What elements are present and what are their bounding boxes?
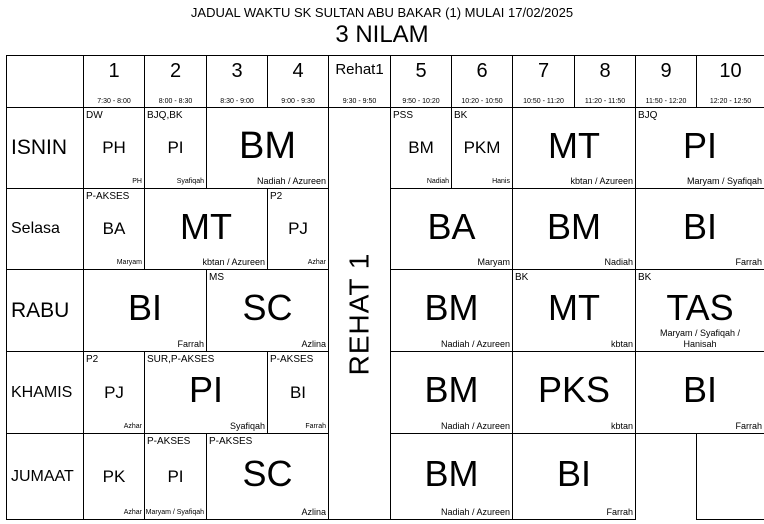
period-time: 9:00 - 9:30	[281, 98, 315, 105]
teacher-name: Azhar	[307, 258, 326, 266]
lesson-code: BK	[638, 272, 652, 283]
subject-name: BM	[408, 138, 434, 157]
subject-name: PH	[102, 138, 126, 157]
lesson-cell	[83, 188, 145, 270]
class-name: 3 NILAM	[335, 21, 429, 48]
break-period-label: Rehat1	[335, 61, 384, 78]
day-name: KHAMIS	[11, 383, 73, 401]
period-number: 9	[660, 60, 672, 82]
lesson-code: P-AKSES	[209, 436, 253, 447]
lesson-cell	[144, 433, 207, 520]
subject-name: TAS	[666, 287, 734, 328]
period-time: 10:20 - 10:50	[461, 98, 503, 105]
break-column	[328, 107, 391, 520]
period-number: 8	[599, 60, 611, 82]
lesson-code: BK	[454, 110, 468, 121]
subject-name: PKS	[537, 369, 611, 410]
period-time: 8:00 - 8:30	[158, 98, 193, 105]
teacher-name: kbtan	[610, 338, 633, 349]
day-name: ISNIN	[11, 136, 68, 159]
lesson-cell	[206, 107, 329, 189]
break-label: REHAT 1	[343, 252, 375, 375]
lesson-code: SUR,P-AKSES	[147, 354, 215, 365]
period-number: 6	[476, 60, 488, 82]
teacher-name: Syafiqah	[229, 420, 265, 431]
subject-name: BI	[127, 287, 162, 328]
lesson-cell	[512, 188, 636, 270]
period-time: 11:50 - 12:20	[645, 98, 687, 105]
teacher-name: Maryam / Syafiqah	[145, 508, 204, 516]
subject-name: PKM	[463, 138, 501, 157]
subject-name: PI	[167, 138, 184, 157]
subject-name: BI	[289, 383, 307, 402]
lesson-code: P-AKSES	[86, 191, 130, 202]
break-label-wrap	[329, 108, 390, 519]
day-cell-isnin	[6, 107, 84, 189]
teacher-name: Farrah	[606, 506, 633, 517]
corner-cell	[6, 55, 84, 108]
lesson-cell	[390, 433, 513, 520]
teacher-name: Nadiah	[426, 177, 449, 185]
subject-name: BM	[424, 369, 479, 410]
lesson-code: P-AKSES	[270, 354, 314, 365]
lesson-cell	[390, 188, 513, 270]
period-time: 10:50 - 11:20	[523, 98, 564, 105]
lesson-cell	[206, 269, 329, 352]
period-header-6	[390, 55, 452, 108]
lesson-code: BK	[515, 272, 529, 283]
lesson-cell	[696, 433, 764, 520]
lesson-cell	[267, 188, 329, 270]
teacher-name: Farrah	[735, 420, 762, 431]
lesson-cell	[512, 351, 636, 434]
lesson-code: P-AKSES	[147, 436, 191, 447]
period-number: 7	[537, 60, 550, 82]
teacher-name: kbtan / Azureen	[570, 175, 633, 186]
lesson-code: DW	[86, 110, 103, 121]
subject-name: PJ	[288, 219, 308, 238]
day-cell-selasa	[6, 188, 84, 270]
teacher-name: Farrah	[305, 422, 326, 430]
teacher-name: Maryam / Syafiqah	[686, 175, 762, 186]
lesson-code: PSS	[393, 110, 414, 121]
day-name: RABU	[11, 298, 70, 322]
teacher-name: Azhar	[123, 508, 142, 516]
period-header-11	[696, 55, 764, 108]
lesson-cell	[206, 433, 329, 520]
teacher-name: PH	[132, 177, 142, 185]
day-cell-jumaat	[6, 433, 84, 520]
subject-name: BM	[239, 125, 296, 167]
subject-name: MT	[548, 125, 600, 166]
subject-name: BI	[682, 206, 717, 247]
timetable-title: JADUAL WAKTU SK SULTAN ABU BAKAR (1) MULAI 17/02/2025	[190, 5, 574, 20]
period-header-5	[328, 55, 391, 108]
lesson-cell	[83, 269, 207, 352]
period-number: 1	[108, 60, 120, 82]
period-number: 3	[231, 60, 243, 82]
period-header-9	[574, 55, 636, 108]
period-header-8	[512, 55, 575, 108]
teacher-name: Maryam / Syafiqah / Hanisah	[659, 328, 741, 349]
lesson-cell	[635, 188, 764, 270]
subject-name: PI	[167, 467, 184, 486]
lesson-cell	[83, 351, 145, 434]
lesson-cell	[83, 107, 145, 189]
teacher-name: Nadiah / Azureen	[440, 506, 510, 517]
period-header-10	[635, 55, 697, 108]
day-cell-rabu	[6, 269, 84, 352]
lesson-cell	[390, 351, 513, 434]
lesson-cell	[144, 188, 268, 270]
period-header-3	[206, 55, 268, 108]
period-number: 2	[169, 60, 182, 82]
lesson-cell	[390, 107, 452, 189]
lesson-cell	[635, 351, 764, 434]
lesson-cell	[390, 269, 513, 352]
lesson-cell	[635, 107, 764, 189]
lesson-cell	[144, 351, 268, 434]
period-time: 8:30 - 9:00	[220, 98, 254, 105]
teacher-name: Nadiah / Azureen	[440, 338, 510, 349]
subject-name: PI	[188, 369, 223, 410]
lesson-cell	[267, 351, 329, 434]
period-header-4	[267, 55, 329, 108]
period-time: 9:50 - 10:20	[402, 98, 440, 105]
teacher-name: Azlina	[301, 506, 326, 517]
teacher-name: kbtan	[610, 420, 633, 431]
lesson-cell	[635, 269, 764, 352]
lesson-code: MS	[209, 272, 224, 283]
lesson-cell	[512, 107, 636, 189]
teacher-name: Maryam	[116, 258, 142, 266]
lesson-cell	[451, 107, 513, 189]
period-header-1	[83, 55, 145, 108]
period-time: 7:30 - 8:00	[97, 98, 131, 105]
period-time: 11:20 - 11:50	[584, 98, 626, 105]
teacher-name: Maryam	[477, 256, 510, 267]
subject-name: PI	[682, 125, 717, 166]
teacher-name: Azlina	[301, 338, 326, 349]
lesson-code: BJQ	[638, 110, 658, 121]
day-name: JUMAAT	[11, 467, 74, 485]
period-number: 4	[292, 60, 304, 82]
teacher-name: Farrah	[177, 338, 204, 349]
teacher-name: Farrah	[735, 256, 762, 267]
lesson-code: BJQ,BK	[147, 110, 183, 121]
subject-name: PJ	[104, 383, 124, 402]
period-time: 12:20 - 12:50	[709, 98, 752, 105]
teacher-name: Azhar	[123, 422, 142, 430]
period-number: 10	[719, 60, 742, 82]
subject-name: BM	[424, 287, 479, 328]
subject-name: PK	[102, 467, 126, 486]
lesson-cell	[512, 269, 636, 352]
lesson-code: P2	[270, 191, 283, 202]
subject-name: BI	[556, 453, 591, 494]
day-cell-khamis	[6, 351, 84, 434]
subject-name: BM	[547, 206, 601, 247]
subject-name: MT	[548, 287, 600, 328]
subject-name: BI	[682, 369, 717, 410]
teacher-name: Nadiah / Azureen	[440, 420, 510, 431]
period-time: 9:30 - 9:50	[342, 98, 377, 105]
lesson-cell	[144, 107, 207, 189]
subject-name: SC	[242, 287, 293, 328]
subject-name: BM	[424, 453, 479, 494]
teacher-name: kbtan / Azureen	[202, 256, 265, 267]
subject-name: SC	[242, 453, 293, 494]
period-header-2	[144, 55, 207, 108]
teacher-name: Nadiah / Azureen	[256, 175, 326, 186]
teacher-name: Hanis	[492, 177, 510, 185]
teacher-name: Nadiah	[604, 256, 633, 267]
period-number: 5	[415, 60, 427, 82]
teacher-name: Syafiqah	[176, 177, 204, 185]
subject-name: BA	[102, 219, 126, 238]
subject-name: BA	[427, 206, 476, 247]
lesson-cell	[83, 433, 145, 520]
day-name: Selasa	[11, 220, 60, 237]
timetable-grid	[6, 55, 764, 519]
subject-name: MT	[180, 206, 232, 247]
lesson-code: P2	[86, 354, 99, 365]
lesson-cell	[512, 433, 636, 520]
period-header-7	[451, 55, 513, 108]
